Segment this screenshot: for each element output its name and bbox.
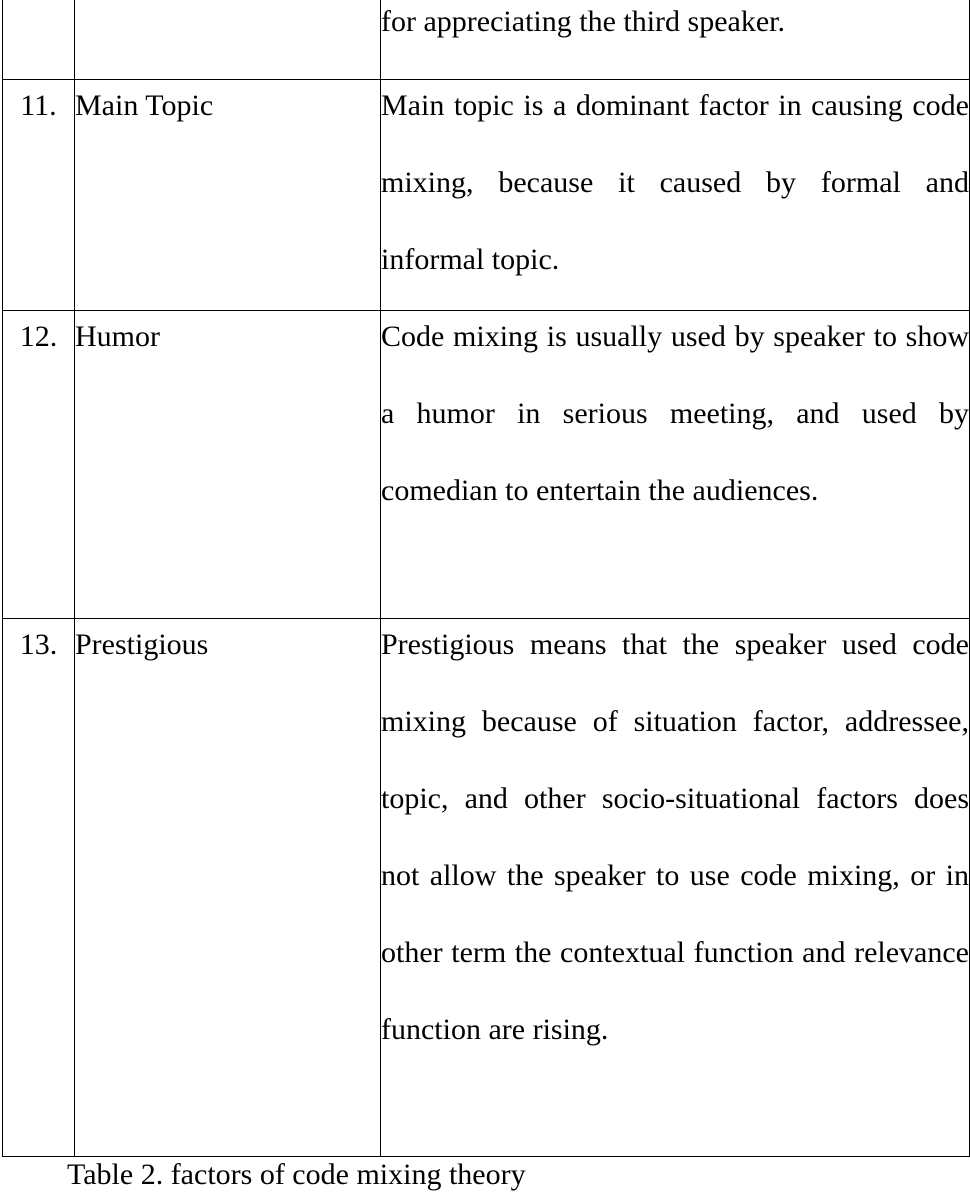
factor-name: Prestigious <box>75 628 209 661</box>
row-number-cell <box>3 311 75 619</box>
row-number-cell <box>3 80 75 311</box>
factor-cell <box>75 0 381 80</box>
factor-name: Main Topic <box>75 89 214 122</box>
table-row <box>3 80 970 311</box>
factor-cell <box>75 619 381 1157</box>
table-row <box>3 311 970 619</box>
row-number: 12. <box>19 320 58 353</box>
factor-cell <box>75 80 381 311</box>
factor-cell <box>75 311 381 619</box>
factor-name: Humor <box>75 320 160 353</box>
table-row <box>3 619 970 1157</box>
description-cell <box>381 80 970 311</box>
row-number-cell <box>3 619 75 1157</box>
table-caption: Table 2. factors of code mixing theory <box>67 1158 526 1191</box>
row-number: 11. <box>20 89 57 122</box>
description-text: Prestigious means that the speaker used code mixing because of situation factor, addressee, topic, and other socio-situational factors does not allow the speaker to use code mixing, or in other term the contextual function and relevance function are rising. <box>381 628 969 1046</box>
row-number-cell <box>3 0 75 80</box>
description-text: Code mixing is usually used by speaker to show a humor in serious meeting, and used by comedian to entertain the audiences. <box>381 320 969 507</box>
factors-table <box>2 0 970 1157</box>
row-number: 13. <box>19 628 58 661</box>
description-cell <box>381 619 970 1157</box>
description-text: for appreciating the third speaker. <box>381 5 786 38</box>
description-text: Main topic is a dominant factor in causing code mixing, because it caused by formal and informal topic. <box>381 89 969 276</box>
description-cell <box>381 311 970 619</box>
